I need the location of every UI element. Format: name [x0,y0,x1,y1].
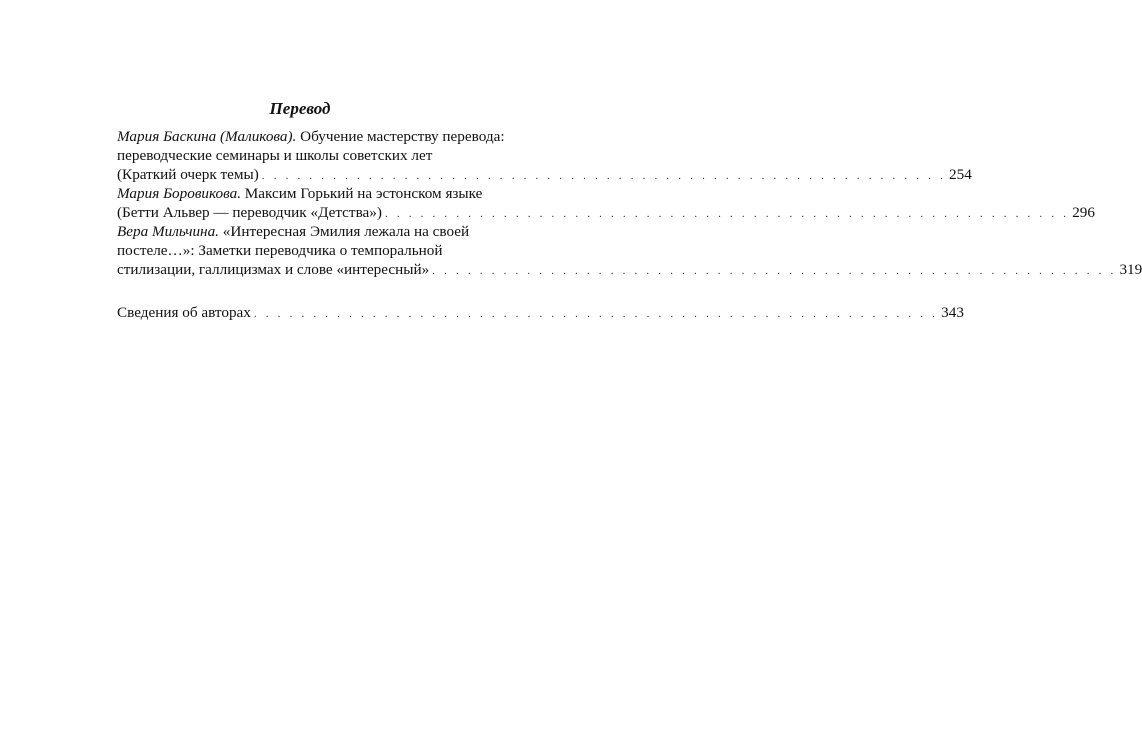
entry-title-part: Сведения об авторах [117,304,251,321]
entry-first-line [117,222,502,241]
toc-entry[interactable] [117,184,1095,224]
entry-author: Мария Боровикова. [117,185,241,202]
toc-entry[interactable] [117,127,972,186]
dot-leader: . . . . . . . . . . . . . . . . . . . . . . . . . . . . . . . . . . . . . . . . . . . . . . . . . . . . . . . . . . [261,170,947,182]
page-number: 319 [1119,261,1142,278]
entry-author: Вера Мильчина. [117,223,219,240]
entry-title-part: «Интересная Эмилия лежала на своей [222,223,470,240]
entry-last-line [117,260,1142,281]
dot-leader: . . . . . . . . . . . . . . . . . . . . . . . . . . . . . . . . . . . . . . . . . . . . . . . . . . . . . . . . . . [432,265,1117,277]
entry-title-part: (Бетти Альвер — переводчик «Детства») [117,204,382,221]
toc-entry[interactable] [117,303,964,324]
entry-last-line [117,165,972,186]
entry-title-part: Обучение мастерству перевода: [300,128,505,145]
page-number: 254 [949,166,972,183]
toc-entry[interactable] [117,222,1142,281]
entry-title-part: переводческие семинары и школы советских лет [117,147,433,164]
page-number: 343 [941,304,964,321]
entry-title-part: постеле…»: Заметки переводчика о темпоральной [117,242,443,259]
entry-last-line [117,303,964,324]
entry-first-line [117,127,505,146]
entry-first-line [117,184,502,203]
dot-leader: . . . . . . . . . . . . . . . . . . . . . . . . . . . . . . . . . . . . . . . . . . . . . . . . . . . . . . . . . . [253,308,939,320]
entry-title-part: (Краткий очерк темы) [117,166,259,183]
entry-title-part: стилизации, галлицизмах и слове «интересный» [117,261,430,278]
entry-author: Мария Баскина (Маликова). [117,128,297,145]
dot-leader: . . . . . . . . . . . . . . . . . . . . . . . . . . . . . . . . . . . . . . . . . . . . . . . . . . . . . . . . . . [384,208,1070,220]
entry-last-line [117,203,1095,224]
page-number: 296 [1072,204,1095,221]
section-title: Перевод [269,99,331,118]
entry-title-part: Максим Горький на эстонском языке [244,185,483,202]
